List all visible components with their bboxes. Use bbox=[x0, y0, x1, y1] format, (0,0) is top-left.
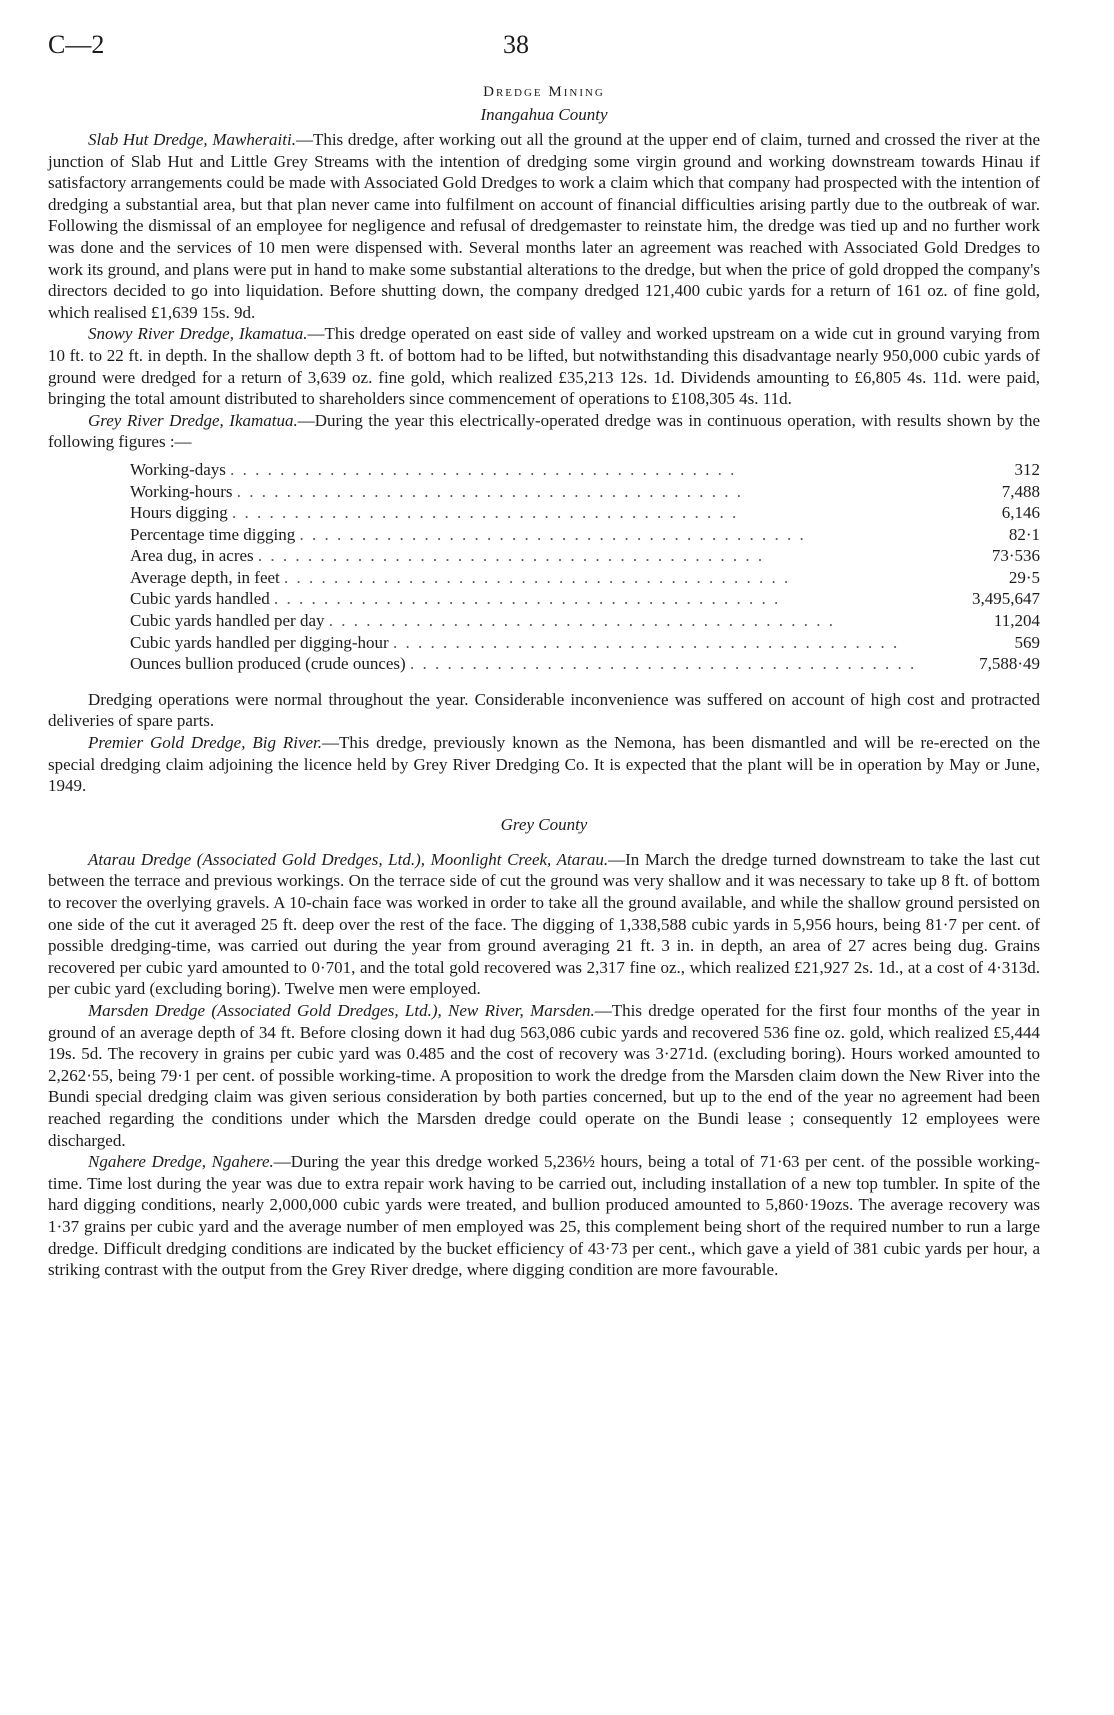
paragraph-heading: Premier Gold Dredge, Big River. bbox=[88, 733, 323, 753]
stat-value: 7,588·49 bbox=[979, 654, 1040, 674]
stat-value: 7,488 bbox=[1001, 481, 1040, 501]
paragraph-heading: Snowy River Dredge, Ikamatua. bbox=[88, 324, 308, 344]
stat-label: Percentage time digging bbox=[130, 524, 296, 544]
stat-label: Area dug, in acres bbox=[130, 546, 254, 566]
page-number: 38 bbox=[503, 30, 529, 59]
stat-label: Cubic yards handled per day bbox=[130, 611, 325, 631]
stat-label: Cubic yards handled per digging-hour bbox=[130, 632, 389, 652]
paragraph-text: —In March the dredge turned downstream to take the last cut between the terrace and previous workings. On the terrace side of cut the ground was very shallow and it was necessary to take up 8 ft. of bottom to recover the overlying gravels. A 10-chain face was worked in order to take all the ground available, and while the shallow ground persisted on one side of the cut it averaged 25 ft. deep over the rest of the face. The digging of 1,338,588 cubic yards in 5,956 hours, being 81·7 per cent. of possible dredging-time, was carried out during the year from ground averaging 21 ft. 3 in. in depth, an area of 27 acres being dug. Grains recovered per cubic yard amounted to 0·701, and the total gold recovered was 2,317 fine oz., which realized £21,927 2s. 1d., at a cost of 4·313d. per cubic yard (excluding boring). Twelve men were employed. bbox=[48, 849, 1040, 999]
section-title: Dredge Mining bbox=[483, 84, 605, 100]
paragraph-premier bbox=[48, 732, 1040, 797]
table-row: Working-hours . . . . . . . . . . . . . . . . . . . . . . . . . . . . . . . . . . . . . . . . . 7,488 bbox=[130, 481, 1040, 501]
paragraph-marsden bbox=[48, 1000, 1040, 1151]
paragraph-text: —This dredge operated on east side of valley and worked upstream on a wide cut in ground varying from 10 ft. to 22 ft. in depth. In the shallow depth 3 ft. of bottom had to be lifted, but notwithstanding this disadvantage nearly 950,000 cubic yards of ground were dredged for a return of 3,639 oz. fine gold, which realized £35,213 12s. 1d. Dividends amounting to £6,805 4s. 11d. were paid, bringing the total amount distributed to shareholders since commencement of operations to £108,305 4s. 11d. bbox=[48, 324, 1040, 409]
stat-value: 312 bbox=[1014, 459, 1040, 479]
paragraph-heading: Atarau Dredge (Associated Gold Dredges, Ltd.), Moonlight Creek, Atarau. bbox=[88, 849, 609, 869]
paragraph-text: Dredging operations were normal throughout the year. Considerable inconvenience was suffered on account of high cost and protracted deliveries of spare parts. bbox=[48, 689, 1040, 731]
paragraph-atarau bbox=[48, 849, 1040, 1000]
paragraph-heading: Marsden Dredge (Associated Gold Dredges, Ltd.), New River, Marsden. bbox=[88, 1000, 595, 1020]
stat-value: 73·536 bbox=[991, 546, 1040, 566]
county-heading: Inangahua County bbox=[480, 105, 608, 124]
table-row: Cubic yards handled . . . . . . . . . . . . . . . . . . . . . . . . . . . . . . . . . . . . . . . . . 3,495,647 bbox=[130, 589, 1040, 609]
paragraph-text: —This dredge, previously known as the Nemona, has been dismantled and will be re-erected on the special dredging claim adjoining the licence held by Grey River Dredging Co. It is expected that the plant will be in operation by May or June, 1949. bbox=[48, 733, 1040, 796]
stat-value: 82·1 bbox=[1008, 524, 1040, 544]
statistics-table bbox=[130, 459, 1040, 675]
stat-value: 6,146 bbox=[1001, 503, 1040, 523]
document-page bbox=[48, 30, 1040, 1281]
table-row: Average depth, in feet . . . . . . . . . . . . . . . . . . . . . . . . . . . . . . . . . . . . . . . . . 29·5 bbox=[130, 567, 1040, 587]
paragraph-text: —This dredge operated for the first four months of the year in ground of an average depth of 34 ft. Before closing down it had dug 563,086 cubic yards and recovered 536 fine oz. gold, which realized £5,444 19s. 5d. The recovery in grains per cubic yard was 0.485 and the cost of recovery was 3·271d. (excluding boring). Hours worked amounted to 2,262·55, being 79·1 per cent. of possible working-time. A proposition to work the dredge from the Marsden claim down the New River into the Bundi special dredging claim was given serious consideration by both parties concerned, but up to the end of the year no agreement had been reached regarding the conditions under which the Marsden dredge could operate on the Bundi lease ; consequently 12 employees were discharged. bbox=[48, 1000, 1040, 1150]
stat-label: Working-hours bbox=[130, 481, 233, 501]
paragraph-text: —This dredge, after working out all the ground at the upper end of claim, turned and crossed the river at the junction of Slab Hut and Little Grey Streams with the intention of dredging some virgin ground and working downstream towards Hinau if satisfactory arrangements could be made with Associated Gold Dredges to work a claim which that company had prospected with the intention of dredging a substantial area, but that plan never came into fulfilment on account of financial difficulties arising partly due to the outbreak of war. Following the dismissal of an employee for negligence and refusal of dredgemaster to reinstate him, the dredge was tied up and no further work was done and the services of 10 men were dispensed with. Several months later an agreement was reached with Associated Gold Dredges to work its ground, and plans were put in hand to make some substantial alterations to the dredge, but when the price of gold dropped the company's directors decided to go into liquidation. Before shutting down, the company dredged 121,400 cubic yards for a return of 161 oz. of fine gold, which realised £1,639 15s. 9d. bbox=[48, 130, 1041, 322]
table-row: Working-days . . . . . . . . . . . . . . . . . . . . . . . . . . . . . . . . . . . . . . . . . 312 bbox=[130, 459, 1040, 479]
paragraph-heading: Slab Hut Dredge, Mawheraiti. bbox=[88, 130, 296, 149]
stat-value: 3,495,647 bbox=[972, 589, 1040, 609]
document-reference: C—2 bbox=[48, 30, 105, 59]
page-header bbox=[48, 30, 1040, 70]
table-row: Ounces bullion produced (crude ounces) . . . . . . . . . . . . . . . . . . . . . . . . . . . . . . . . . . . . . . . . . 7,588·49 bbox=[130, 654, 1040, 674]
county-heading: Grey County bbox=[500, 814, 588, 834]
table-row: Cubic yards handled per day . . . . . . . . . . . . . . . . . . . . . . . . . . . . . . . . . . . . . . . . . 11,204 bbox=[130, 611, 1040, 631]
paragraph-ngahere bbox=[48, 1151, 1040, 1281]
stat-label: Working-days bbox=[130, 459, 226, 479]
paragraph-text: —During the year this electrically-operated dredge was in continuous operation, with results shown by the following figures :— bbox=[48, 410, 1040, 452]
paragraph-slab-hut bbox=[48, 129, 1040, 323]
stat-value: 29·5 bbox=[1008, 567, 1040, 587]
paragraph-dredging-operations bbox=[48, 689, 1040, 732]
stat-value: 569 bbox=[1014, 632, 1040, 652]
table-row: Cubic yards handled per digging-hour . . . . . . . . . . . . . . . . . . . . . . . . . . . . . . . . . . . . . . . . . 569 bbox=[130, 632, 1040, 652]
table-row: Hours digging . . . . . . . . . . . . . . . . . . . . . . . . . . . . . . . . . . . . . . . . . 6,146 bbox=[130, 503, 1040, 523]
stat-label: Average depth, in feet bbox=[130, 567, 280, 587]
stat-label: Cubic yards handled bbox=[130, 589, 270, 609]
stat-label: Ounces bullion produced (crude ounces) bbox=[130, 654, 406, 674]
table-row: Percentage time digging . . . . . . . . . . . . . . . . . . . . . . . . . . . . . . . . . . . . . . . . . 82·1 bbox=[130, 524, 1040, 544]
table-row: Area dug, in acres . . . . . . . . . . . . . . . . . . . . . . . . . . . . . . . . . . . . . . . . . 73·536 bbox=[130, 546, 1040, 566]
paragraph-heading: Ngahere Dredge, Ngahere. bbox=[88, 1152, 274, 1172]
paragraph-snowy-river bbox=[48, 323, 1040, 409]
paragraph-text: —During the year this dredge worked 5,236½ hours, being a total of 71·63 per cent. of the possible working-time. Time lost during the year was due to extra repair work having to be carried out, including installation of a new top tumbler. In spite of the hard digging conditions, nearly 2,000,000 cubic yards were treated, and bullion produced amounted to 5,860·19ozs. The average recovery was 1·37 grains per cubic yard and the average number of men employed was 25, this complement being short of the required number to run a large dredge. Difficult dredging conditions are indicated by the bucket efficiency of 43·73 per cent., which gave a yield of 381 cubic yards per hour, a striking contrast with the output from the Grey River dredge, where digging condition are more favourable. bbox=[48, 1152, 1041, 1280]
stat-label: Hours digging bbox=[130, 503, 228, 523]
paragraph-grey-river bbox=[48, 410, 1040, 453]
stat-value: 11,204 bbox=[993, 611, 1040, 631]
paragraph-heading: Grey River Dredge, Ikamatua. bbox=[88, 410, 298, 430]
